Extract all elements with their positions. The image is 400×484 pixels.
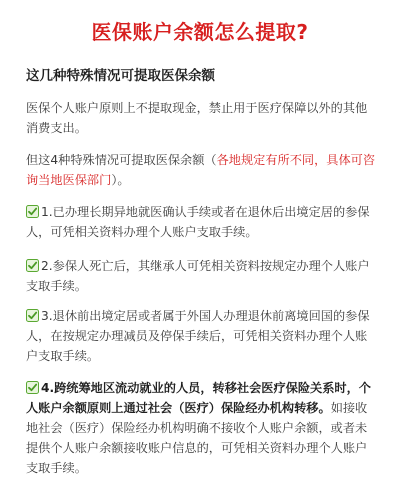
item-text: 如接收地社会（医疗）保险经办机构明确不接收个人账户余额，或者未提供个人账户余额接收账户信息的，可凭相关资料办理个人账户支取手续。	[26, 401, 368, 475]
check-mark-icon	[26, 381, 39, 394]
check-mark-icon	[26, 259, 39, 272]
intro-paragraph: 医保个人账户原则上不提取现金，禁止用于医疗保障以外的其他消费支出。	[26, 101, 368, 135]
exception-text: 但这4种特殊情况可提取医保余额（	[26, 153, 217, 167]
exception-highlight: 各地规定有所不同，具体可咨询当地医保部门	[26, 153, 376, 187]
item-text: 1.已办理长期异地就医确认手续或者在退休后出境定居的参保人，可凭相关资料办理个人账户支取手续。	[26, 205, 370, 239]
section-subtitle: 这几种特殊情况可提取医保余额	[26, 68, 215, 84]
check-mark-icon	[26, 309, 39, 322]
list-item	[26, 378, 378, 478]
list-item	[26, 306, 378, 366]
exception-paragraph	[26, 150, 378, 190]
item-text: 2.参保人死亡后，其继承人可凭相关资料按规定办理个人账户支取手续。	[26, 259, 370, 293]
list-item	[26, 202, 378, 242]
list-item	[26, 256, 378, 296]
page-title: 医保账户余额怎么提取?	[91, 20, 309, 44]
exception-end: ）。	[111, 173, 130, 187]
item-text: 3.退休前出境定居或者属于外国人办理退休前离境回国的参保人，在按规定办理减员及停保手续后，可凭相关资料办理个人账户支取手续。	[26, 309, 370, 363]
check-mark-icon	[26, 205, 39, 218]
item-bold-text: 4.跨统筹地区流动就业的人员，转移社会医疗保险关系时，个人账户余额原则上通过社会（医疗）保险经办机构转移。	[26, 381, 371, 415]
